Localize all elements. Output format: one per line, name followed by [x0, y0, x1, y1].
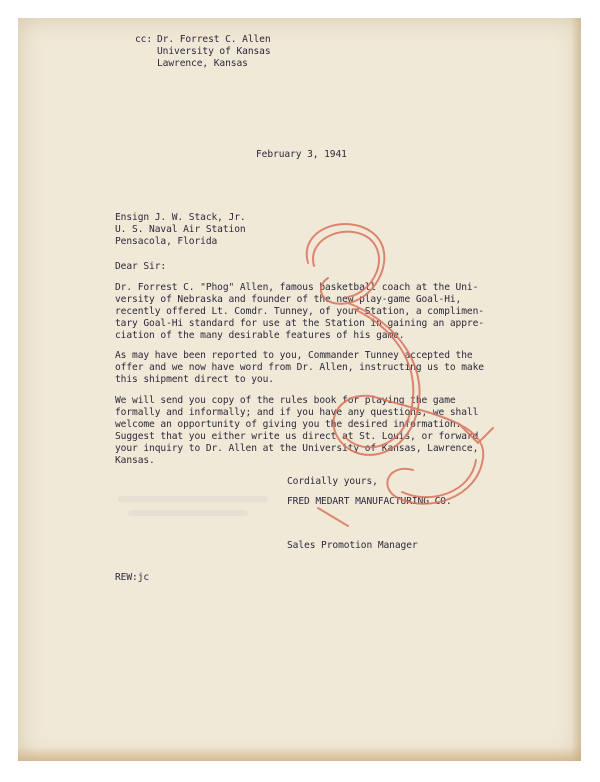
recipient-line: Pensacola, Florida [115, 236, 218, 247]
red-pencil-monogram-mark [278, 208, 528, 538]
cc-label: cc: [135, 34, 153, 45]
recipient-line: U. S. Naval Air Station [115, 224, 246, 235]
body-line: tary Goal-Hi standard for use at the Station in gaining an appre- [115, 318, 484, 329]
body-line: formally and informally; and if you have any questions, we shall [115, 407, 479, 418]
typist-initials: REW:jc [115, 572, 150, 583]
letter-page [18, 18, 581, 761]
body-line: Suggest that you either write us direct at St. Louis, or forward [115, 431, 479, 442]
recipient-line: Ensign J. W. Stack, Jr. [115, 212, 246, 223]
body-line: We will send you copy of the rules book for playing the game [115, 395, 456, 406]
body-line: your inquiry to Dr. Allen at the University of Kansas, Lawrence, [115, 443, 479, 454]
paper-bottom-edge [18, 747, 581, 761]
letter-date: February 3, 1941 [256, 149, 347, 160]
body-line: Kansas. [115, 455, 155, 466]
body-line: Dr. Forrest C. "Phog" Allen, famous basketball coach at the Uni- [115, 282, 479, 293]
signer-title: Sales Promotion Manager [287, 540, 418, 551]
closing: Cordially yours, [287, 476, 378, 487]
body-line: offer and we now have word from Dr. Allen, instructing us to make [115, 362, 484, 373]
body-line: ciation of the many desirable features of his game. [115, 330, 405, 341]
cc-line: University of Kansas [157, 46, 271, 57]
bleed-through-mark [128, 510, 248, 516]
bleed-through-mark [118, 496, 268, 502]
cc-line: Lawrence, Kansas [157, 58, 248, 69]
cc-line: Dr. Forrest C. Allen [157, 34, 271, 45]
body-line: As may have been reported to you, Commander Tunney accepted the [115, 350, 473, 361]
body-line: welcome an opportunity of giving you the desired information. [115, 419, 462, 430]
salutation: Dear Sir: [115, 261, 167, 272]
body-line: this shipment direct to you. [115, 374, 274, 385]
body-line: recently offered Lt. Comdr. Tunney, of your Station, a complimen- [115, 306, 484, 317]
company-name: FRED MEDART MANUFACTURING CO. [287, 496, 452, 507]
body-line: versity of Nebraska and founder of the new play-game Goal-Hi, [115, 294, 462, 305]
paper-edge-shadow [571, 18, 581, 761]
